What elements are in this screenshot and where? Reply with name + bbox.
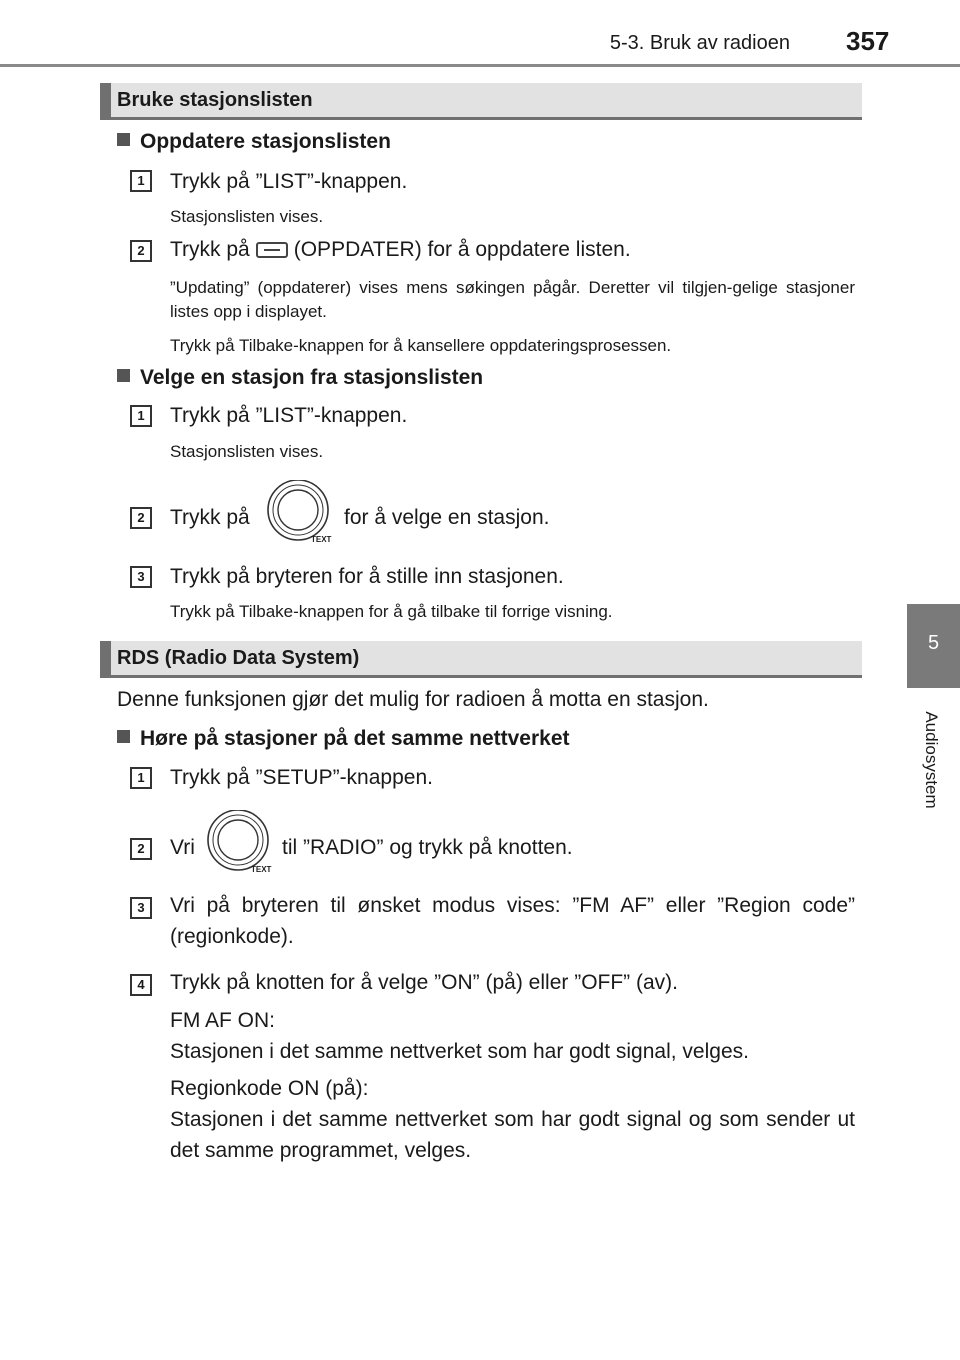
step-number: 3 [130, 897, 152, 919]
header-divider [0, 64, 960, 67]
section-heading-text: RDS (Radio Data System) [117, 647, 360, 669]
step-number: 1 [130, 767, 152, 789]
step-note: Trykk på Tilbake-knappen for å kansellere oppdateringsprosessen. [170, 336, 672, 355]
knob-label: TEXT [311, 535, 332, 544]
step-number: 2 [130, 838, 152, 860]
step-number: 1 [130, 405, 152, 427]
subheading-select-station [117, 366, 483, 390]
step-text-before: Vri [170, 836, 195, 859]
step-text: Trykk på bryteren for å stille inn stasjonen. [170, 565, 564, 588]
tune-knob-icon [206, 810, 276, 874]
step-number: 4 [130, 974, 152, 996]
region-text: Stasjonen i det samme nettverket som har godt signal og som sender ut det samme programmet, velges. [170, 1108, 855, 1162]
page-number: 357 [846, 26, 890, 56]
subheading-update-list [117, 130, 391, 154]
step-note: ”Updating” (oppdaterer) vises mens søkingen pågår. Deretter vil tilgjen-gelige stasjoner listes opp i displayet. [170, 278, 855, 321]
step-text: Trykk på knotten for å velge ”ON” (på) eller ”OFF” (av). [170, 971, 679, 994]
step-text: Trykk på ”LIST”-knappen. [170, 404, 408, 427]
intro-text: Denne funksjonen gjør det mulig for radioen å motta en stasjon. [117, 688, 709, 711]
bullet-square-icon [117, 133, 130, 146]
step-number: 2 [130, 240, 152, 262]
section-title: 5-3. Bruk av radioen [609, 32, 790, 54]
step-number: 3 [130, 566, 152, 588]
subheading-text: Oppdatere stasjonslisten [140, 130, 391, 153]
step-number: 1 [130, 170, 152, 192]
subheading-same-network [117, 727, 570, 751]
step-text: Trykk på ”LIST”-knappen. [170, 170, 408, 193]
bullet-square-icon [117, 369, 130, 382]
step-note: Stasjonslisten vises. [170, 442, 324, 461]
update-button-icon [256, 242, 288, 258]
chapter-tab [907, 604, 960, 688]
fm-af-title: FM AF ON: [170, 1009, 275, 1032]
chapter-label [916, 695, 946, 825]
fm-af-text: Stasjonen i det samme nettverket som har godt signal, velges. [170, 1040, 749, 1063]
tune-knob-icon [266, 480, 336, 544]
step-number: 2 [130, 507, 152, 529]
step-text-before: Trykk på [170, 238, 250, 261]
section-heading-station-list [100, 83, 862, 120]
step-note: Trykk på Tilbake-knappen for å gå tilbake til forrige visning. [170, 602, 613, 621]
chapter-label-text: Audiosystem [922, 711, 941, 809]
step-text-after: til ”RADIO” og trykk på knotten. [282, 836, 573, 859]
step-text-after: for å velge en stasjon. [344, 506, 550, 529]
section-heading-text: Bruke stasjonslisten [117, 89, 313, 111]
bullet-square-icon [117, 730, 130, 743]
step-text: Trykk på ”SETUP”-knappen. [170, 766, 433, 789]
step-text-before: Trykk på [170, 506, 250, 529]
chapter-number: 5 [927, 632, 940, 654]
knob-label: TEXT [251, 865, 272, 874]
step-note: Stasjonslisten vises. [170, 207, 324, 226]
step-text-after: (OPPDATER) for å oppdatere listen. [293, 238, 631, 261]
subheading-text: Høre på stasjoner på det samme nettverket [140, 727, 570, 750]
section-heading-rds [100, 641, 862, 678]
step-text: Vri på bryteren til ønsket modus vises: ”FM AF” eller ”Region code” (regionkode). [170, 894, 855, 948]
region-title: Regionkode ON (på): [170, 1077, 369, 1100]
step-text [170, 234, 631, 265]
subheading-text: Velge en stasjon fra stasjonslisten [140, 366, 484, 389]
